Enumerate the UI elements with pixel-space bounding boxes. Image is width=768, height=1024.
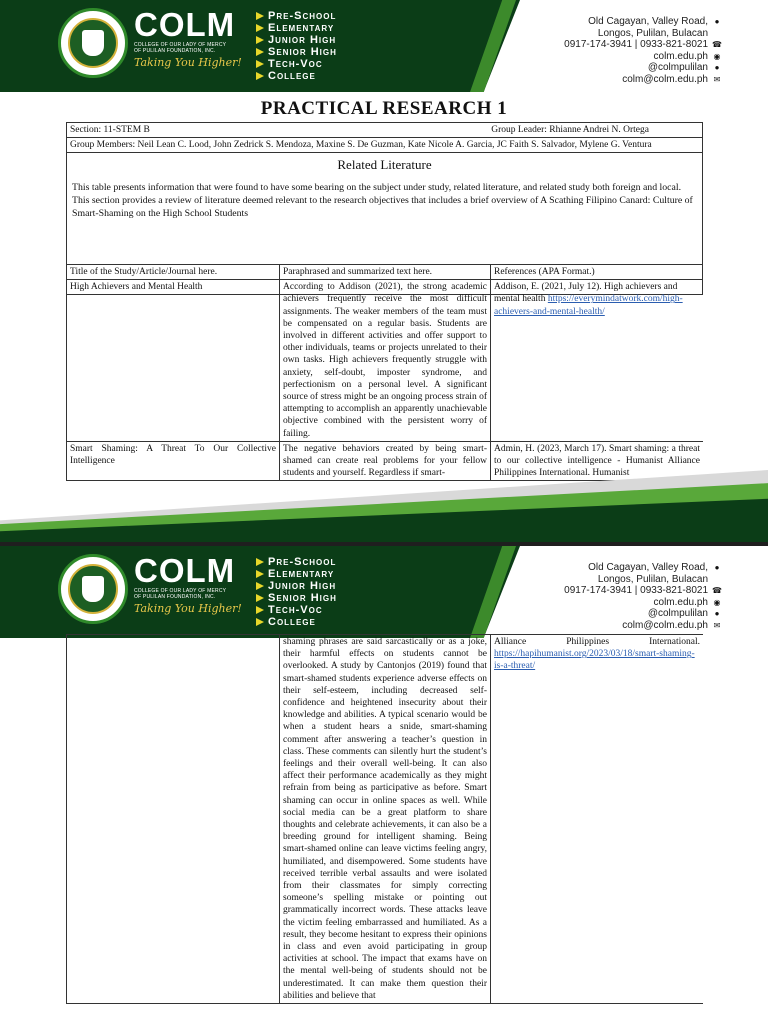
study-title-cell: High Achievers and Mental Health xyxy=(67,280,280,442)
school-seal-logo xyxy=(58,8,128,78)
website-line: colm.edu.ph ◉ xyxy=(653,50,721,62)
social-line: @colmpulilan ● xyxy=(564,608,722,620)
facebook-icon: ● xyxy=(714,63,720,73)
literature-table-part-2 xyxy=(66,634,703,1024)
program-item: College xyxy=(256,616,337,628)
phone-line: 0917-174-3941 | 0933-821-8021 ☎ xyxy=(564,39,722,51)
address-line: Old Cagayan, Valley Road, ● xyxy=(564,16,722,28)
section-row xyxy=(67,123,702,138)
program-item: Tech-Voc xyxy=(256,58,337,70)
contact-block xyxy=(564,16,722,86)
social-line: @colmpulilan ● xyxy=(564,62,722,74)
contact-block xyxy=(564,562,722,632)
reference-link[interactable]: https://hapihumanist.org/2023/03/18/smart-shaming-is-a-threat/ xyxy=(494,649,695,672)
email-line: colm@colm.edu.ph ✉ xyxy=(622,619,721,631)
summary-cell: shaming phrases are said sarcastically or as a joke, their harmful effects on students cannot be overlooked. A study by Cantonjos (2019) found that smart-shamed students experience adverse effects on their self-esteem, including decreased self-confidence and heightened insecurity about their knowledge and abilities. A typical scenario would be when a student hears a snide, smart-shaming comment after answering a teacher’s question in class. These comments can silently hurt the student’s feelings and their overall well-being. It can also affect their performance academically as they might refrain from being as participative as before. Smart shaming can occur in online spaces as well. While social media can be a great platform to share thoughts and celebrate achievements, it can also be a breeding ground for intelligent shaming. Being smart-shamed online can leave victims feeling angry, humiliated, and disempowered. Some students have received terrible verbal assaults and were isolated from their classmates for simply correcting someone’s spelling mistake or pointing out grammatically incorrect words. These attacks leave the victim feeling embarrassed and humiliated. As a result, they become hesitant to express their opinions in class and even avoid participating in group activities at school. The impact that exams have on the mental well-being of students should not be underestimated. It can make them question their abilities and believe that xyxy=(280,635,491,1004)
reference-cell: Admin, H. (2023, March 17). Smart shaming: a threat to our collective intelligence - Humanist Alliance Philippines International. Humanist xyxy=(491,441,704,481)
arrow-icon xyxy=(256,72,264,80)
study-title-cell xyxy=(67,635,280,1004)
website-line: colm.edu.ph ◉ xyxy=(653,596,721,608)
brand-block xyxy=(134,8,242,69)
program-item: Junior High xyxy=(256,580,337,592)
program-item: Senior High xyxy=(256,46,337,58)
group-members-row: Group Members: Neil Lean C. Lood, John Zedrick S. Mendoza, Maxine S. De Guzman, Kate Nicole A. Garcia, JC Faith S. Salvador, Mylene G. Ventura xyxy=(67,138,702,153)
arrow-icon xyxy=(256,558,264,566)
brand-subtitle: COLLEGE OF OUR LADY OF MERCY OF PULILAN FOUNDATION, INC. xyxy=(134,588,227,600)
table-row xyxy=(67,280,704,442)
column-header: Paraphrased and summarized text here. xyxy=(280,265,491,280)
arrow-icon xyxy=(256,618,264,626)
related-literature-title: Related Literature xyxy=(337,157,432,172)
program-list xyxy=(256,556,337,628)
arrow-icon xyxy=(256,60,264,68)
arrow-icon xyxy=(256,36,264,44)
literature-table-part-1 xyxy=(66,264,703,490)
brand-block xyxy=(134,554,242,615)
facebook-icon: ● xyxy=(714,609,720,619)
program-item: Elementary xyxy=(256,22,337,34)
phone-line: 0917-174-3941 | 0933-821-8021 ☎ xyxy=(564,585,722,597)
arrow-icon xyxy=(256,12,264,20)
table-header-row xyxy=(67,265,704,280)
program-item: Senior High xyxy=(256,592,337,604)
group-leader-label: Group Leader: Rhianne Andrei N. Ortega xyxy=(491,125,649,135)
arrow-icon xyxy=(256,606,264,614)
intro-paragraph: This table presents information that were found to have some bearing on the subject under study, related literature, and related study both foreign and local. This section provides a review of literature deemed relevant to the research objectives that includes a brief overview of A Scathing Filipino Canard: Culture of Smart-Shaming on the High School Students xyxy=(72,182,693,219)
brand-subtitle: COLLEGE OF OUR LADY OF MERCY OF PULILAN FOUNDATION, INC. xyxy=(134,42,227,54)
globe-icon: ◉ xyxy=(713,597,721,607)
arrow-icon xyxy=(256,24,264,32)
summary-cell: According to Addison (2021), the strong academic achievers frequently receive the most difficult assignments. The weaker members of the team must be compensated on a regular basis. Students are involved in different activities and offer support to other individuals, teams or projects unrelated to their own tasks. High achievers frequently struggle with anxiety, self-doubt, imposter syndrome, and perfectionism on a personal level. A significant source of stress might be an ongoing process strain of attempting to accomplish an apparently unachievable objective combined with the persistent worry of failing. xyxy=(280,280,491,442)
program-item: Tech-Voc xyxy=(256,604,337,616)
program-item: Pre-School xyxy=(256,556,337,568)
arrow-icon xyxy=(256,594,264,602)
program-list xyxy=(256,10,337,82)
reference-link[interactable]: https://everymindatwork.com/high-achievers-and-mental-health/ xyxy=(494,294,683,317)
address-line: Longos, Pulilan, Bulacan xyxy=(597,27,708,39)
arrow-icon xyxy=(256,48,264,56)
letterhead xyxy=(0,0,768,92)
program-item: College xyxy=(256,70,337,82)
address-line: Old Cagayan, Valley Road, ● xyxy=(564,562,722,574)
letterhead xyxy=(0,546,768,638)
summary-cell: The negative behaviors created by being smart-shamed can create real problems for your fellow students and yourself. Regardless if smart- xyxy=(280,441,491,481)
program-item: Junior High xyxy=(256,34,337,46)
address-line: Longos, Pulilan, Bulacan xyxy=(597,573,708,585)
brand-name: COLM xyxy=(134,6,236,43)
phone-icon: ☎ xyxy=(712,40,722,50)
brand-tagline: Taking You Higher! xyxy=(134,602,242,615)
location-pin-icon: ● xyxy=(714,17,720,26)
globe-icon: ◉ xyxy=(713,51,721,61)
mail-icon: ✉ xyxy=(713,620,721,630)
document-title: PRACTICAL RESEARCH 1 xyxy=(260,98,508,119)
brand-tagline: Taking You Higher! xyxy=(134,56,242,69)
column-header: Title of the Study/Article/Journal here. xyxy=(67,265,280,280)
page-footer-decoration xyxy=(0,470,768,542)
table-row xyxy=(67,635,704,1004)
document-page-2 xyxy=(0,546,768,1024)
mail-icon: ✉ xyxy=(713,74,721,84)
section-label: Section: 11-STEM B xyxy=(70,125,150,135)
program-item: Pre-School xyxy=(256,10,337,22)
brand-name: COLM xyxy=(134,552,236,589)
phone-icon: ☎ xyxy=(712,586,722,596)
arrow-icon xyxy=(256,582,264,590)
school-seal-logo xyxy=(58,554,128,624)
reference-cell: Alliance Philippines International. https://hapihumanist.org/2023/03/18/smart-shaming-is-a-threat/ xyxy=(491,635,704,1004)
arrow-icon xyxy=(256,570,264,578)
reference-cell: Addison, E. (2021, July 12). High achievers and mental health https://everymindatwork.com/high-achievers-and-mental-health/ xyxy=(491,280,704,442)
program-item: Elementary xyxy=(256,568,337,580)
email-line: colm@colm.edu.ph ✉ xyxy=(622,73,721,85)
location-pin-icon: ● xyxy=(714,563,720,572)
column-header: References (APA Format.) xyxy=(491,265,704,280)
study-title-cell: Smart Shaming: A Threat To Our Collective Intelligence xyxy=(67,441,280,481)
